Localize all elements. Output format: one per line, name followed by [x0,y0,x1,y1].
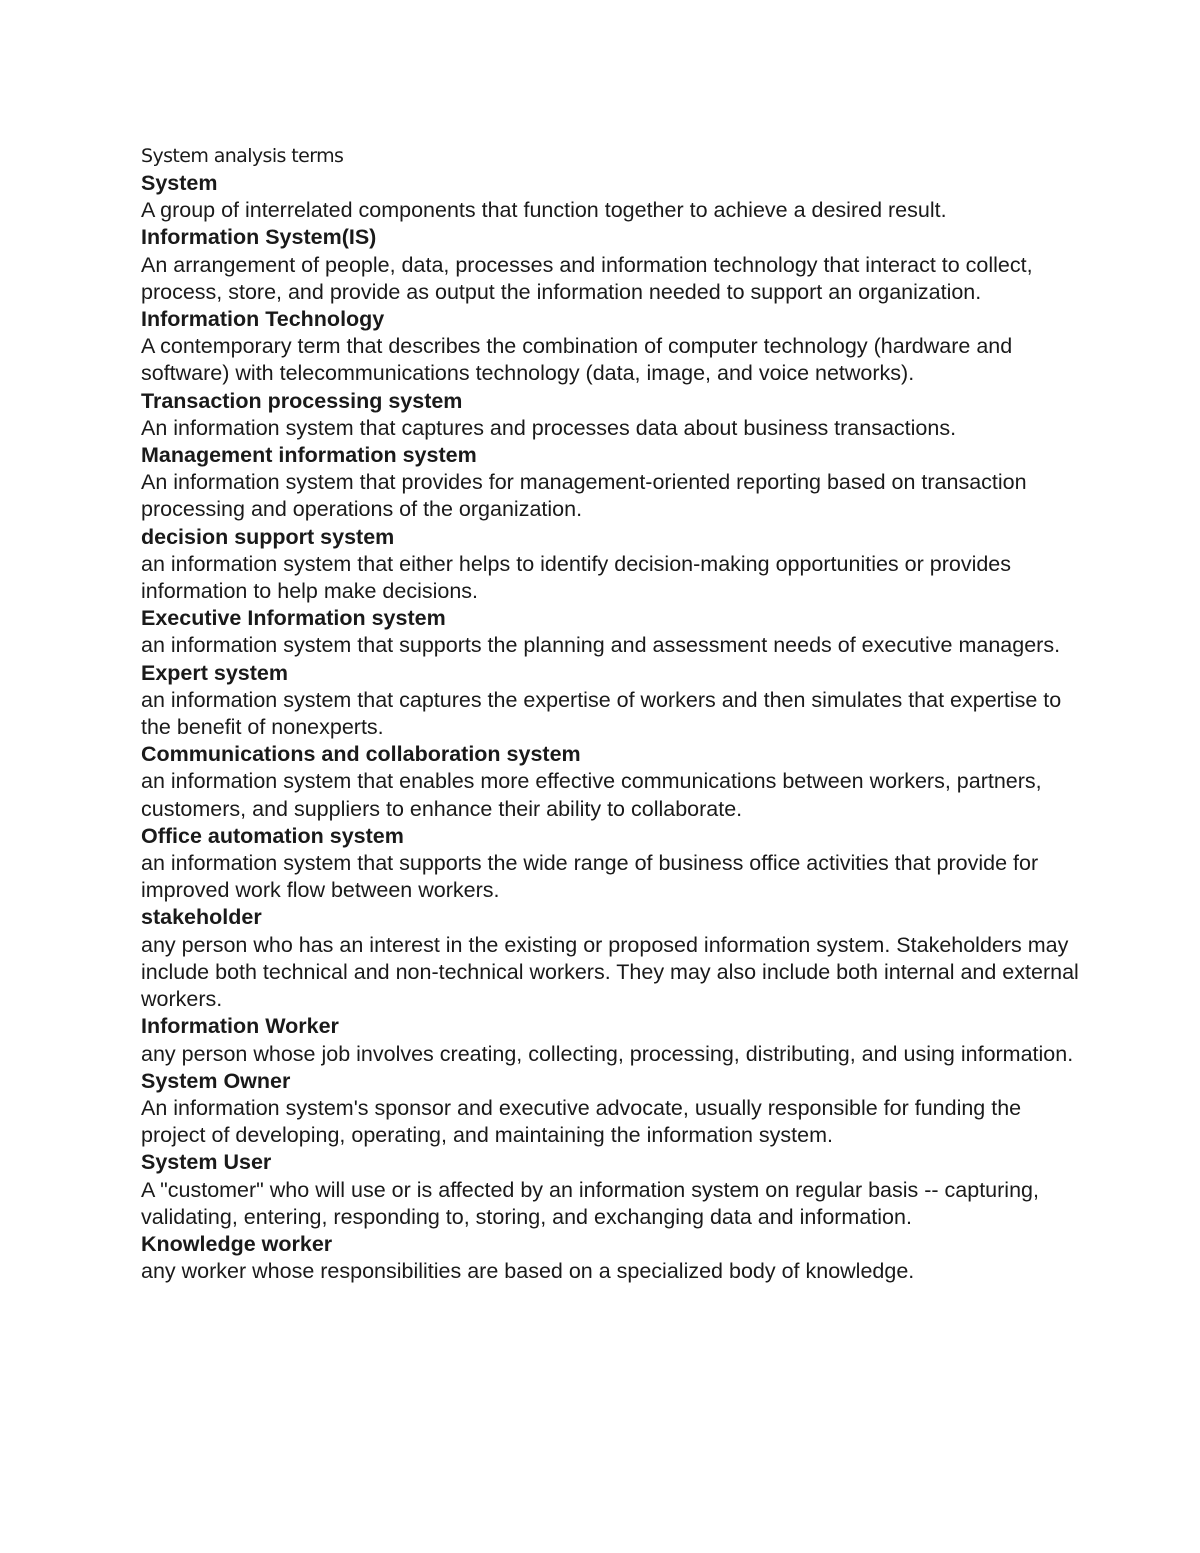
glossary-definition: any worker whose responsibilities are based on a specialized body of knowledge. [141,1259,915,1284]
glossary-term: Transaction processing system [141,388,463,413]
document-title: System analysis terms [141,145,344,167]
glossary-entry-transaction-processing-system [141,388,1081,442]
glossary-definition: an information system that supports the wide range of business office activities that provide for improved work flow between workers. [141,851,1039,903]
glossary-definition: A contemporary term that describes the combination of computer technology (hardware and software) with telecommunications technology (data, image, and voice networks). [141,334,1013,386]
glossary-definition: An information system that captures and processes data about business transactions. [141,415,957,440]
glossary-term: System Owner [141,1068,291,1093]
glossary-entry-communications-collaboration-system [141,741,1081,823]
glossary-definition: an information system that either helps to identify decision-making opportunities or provides information to help make decisions. [141,551,1012,604]
glossary-term: Management information system [141,443,477,468]
glossary-definition: any person whose job involves creating, collecting, processing, distributing, and using information. [141,1041,1074,1066]
glossary-entry-management-information-system [141,442,1081,524]
glossary-term: Executive Information system [141,606,446,631]
glossary-definition: An arrangement of people, data, processes and information technology that interact to collect, process, store, and provide as output the information needed to support an organization. [141,252,1033,304]
glossary-term: Information Worker [141,1014,339,1039]
glossary-term: Office automation system [141,823,404,848]
glossary-entry-system-owner [141,1068,1081,1150]
glossary-entry-knowledge-worker [141,1231,1081,1285]
glossary-term: decision support system [141,524,395,549]
glossary-definition: A group of interrelated components that function together to achieve a desired result. [141,198,947,223]
glossary-term: Expert system [141,660,288,685]
glossary-definition: An information system's sponsor and executive advocate, usually responsible for funding the project of developing, operating, and maintaining the information system. [141,1095,1022,1148]
glossary-entry-information-worker [141,1013,1081,1067]
glossary-term: Information Technology [141,307,385,332]
glossary-entry-information-technology [141,306,1081,388]
glossary-definition: any person who has an interest in the existing or proposed information system. Stakeholders may include both technical and non-technical workers. They may also include both internal and external workers. [141,932,1079,1012]
glossary-term: System [141,171,218,195]
glossary-entry-office-automation-system [141,823,1081,905]
glossary-term: Communications and collaboration system [141,742,581,767]
glossary-entry-stakeholder [141,904,1081,1013]
glossary-entry-executive-information-system [141,605,1081,659]
glossary-definition: an information system that supports the planning and assessment needs of executive managers. [141,633,1061,658]
glossary-definition: an information system that captures the expertise of workers and then simulates that expertise to the benefit of nonexperts. [141,687,1062,740]
glossary-entry-expert-system [141,660,1081,742]
glossary-entry-decision-support-system [141,524,1081,606]
glossary-entry-system-user [141,1149,1081,1231]
glossary-entry-system [141,170,1081,224]
glossary-entry-information-system [141,224,1081,306]
glossary-term: stakeholder [141,905,262,930]
document-page [141,143,1081,1285]
glossary-definition: an information system that enables more effective communications between workers, partners, customers, and suppliers to enhance their ability to collaborate. [141,769,1042,821]
glossary-term: Information System(IS) [141,225,377,250]
glossary-term: Knowledge worker [141,1231,333,1256]
glossary-definition: A "customer" who will use or is affected by an information system on regular basis -- capturing, validating, entering, responding to, storing, and exchanging data and information. [141,1177,1039,1229]
glossary-term: System User [141,1150,272,1175]
glossary-definition: An information system that provides for management-oriented reporting based on transaction processing and operations of the organization. [141,470,1027,522]
